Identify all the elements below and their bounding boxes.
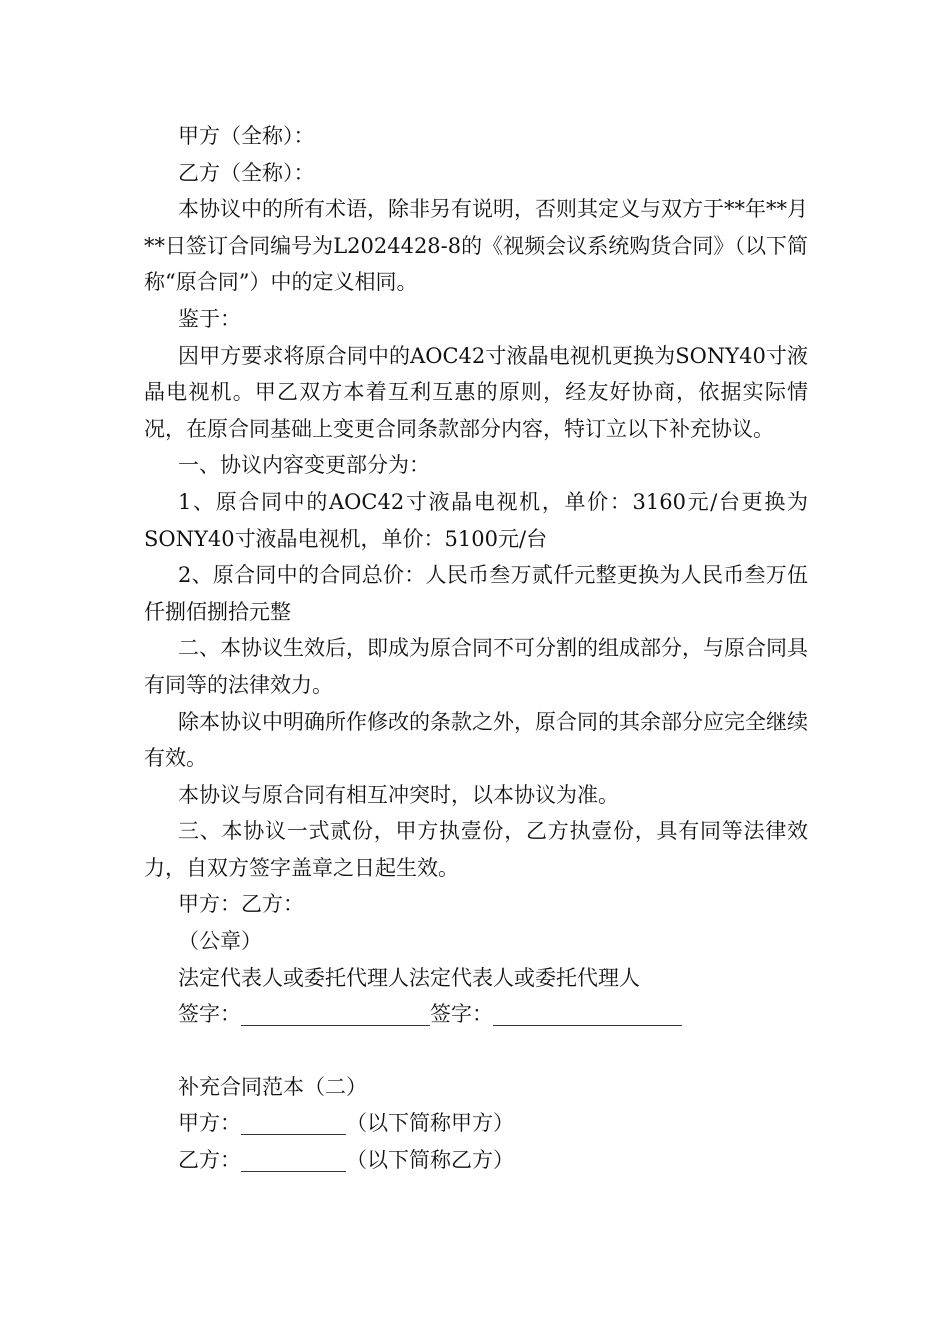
whereas-heading: 鉴于： [178,306,241,331]
signature-parties: 甲方：乙方： [178,892,304,917]
definitions-paragraph: 本协议中的所有术语，除非另有说明，否则其定义与双方于**年**月**日签订合同编号为L2024428-8的《视频会议系统购货合同》（以下简称“原合同”）中的定义相同。 [144,197,808,295]
clause-three: 三、本协议一式贰份，甲方执壹份，乙方执壹份，具有同等法律效力，自双方签字盖章之日起生效。 [144,819,808,880]
party-a-line: 甲方（全称）： [178,124,315,148]
representative-labels: 法定代表人或委托代理人法定代表人或委托代理人 [178,965,640,990]
section-spacer [144,1033,808,1069]
official-seal-label: （公章） [178,929,262,954]
section-two-title: 补充合同范本（二） [178,1074,367,1099]
remaining-terms-paragraph: 除本协议中明确所作修改的条款之外，原合同的其余部分应完全继续有效。 [144,709,808,771]
conflict-paragraph: 本协议与原合同有相互冲突时，以本协议为准。 [178,782,619,807]
clause-one-item-2: 2、原合同中的合同总价：人民币叁万贰仟元整更换为人民币叁万伍仟捌佰捌拾元整 [144,563,808,624]
section-two-party-a: 甲方：__________（以下简称甲方） [178,1111,514,1136]
signature-lines: 签字：__________________签字：__________________ [178,1002,682,1027]
background-paragraph: 因甲方要求将原合同中的AOC42寸液晶电视机更换为SONY40寸液晶电视机。甲乙双方本着互利互惠的原则，经友好协商，依据实际情况，在原合同基础上变更合同条款部分内容，特订立以下补充协议。 [144,343,808,441]
clause-one-item-1: 1、原合同中的AOC42寸液晶电视机，单价：3160元/台更换为SONY40寸液晶电视机，单价：5100元/台 [144,489,808,551]
section-two-party-b: 乙方：__________（以下简称乙方） [178,1148,514,1173]
clause-one-heading: 一、协议内容变更部分为： [178,453,430,478]
party-b-line: 乙方（全称）： [178,160,315,185]
clause-two: 二、本协议生效后，即成为原合同不可分割的组成部分，与原合同具有同等的法律效力。 [144,636,808,697]
document-body [144,118,808,1179]
